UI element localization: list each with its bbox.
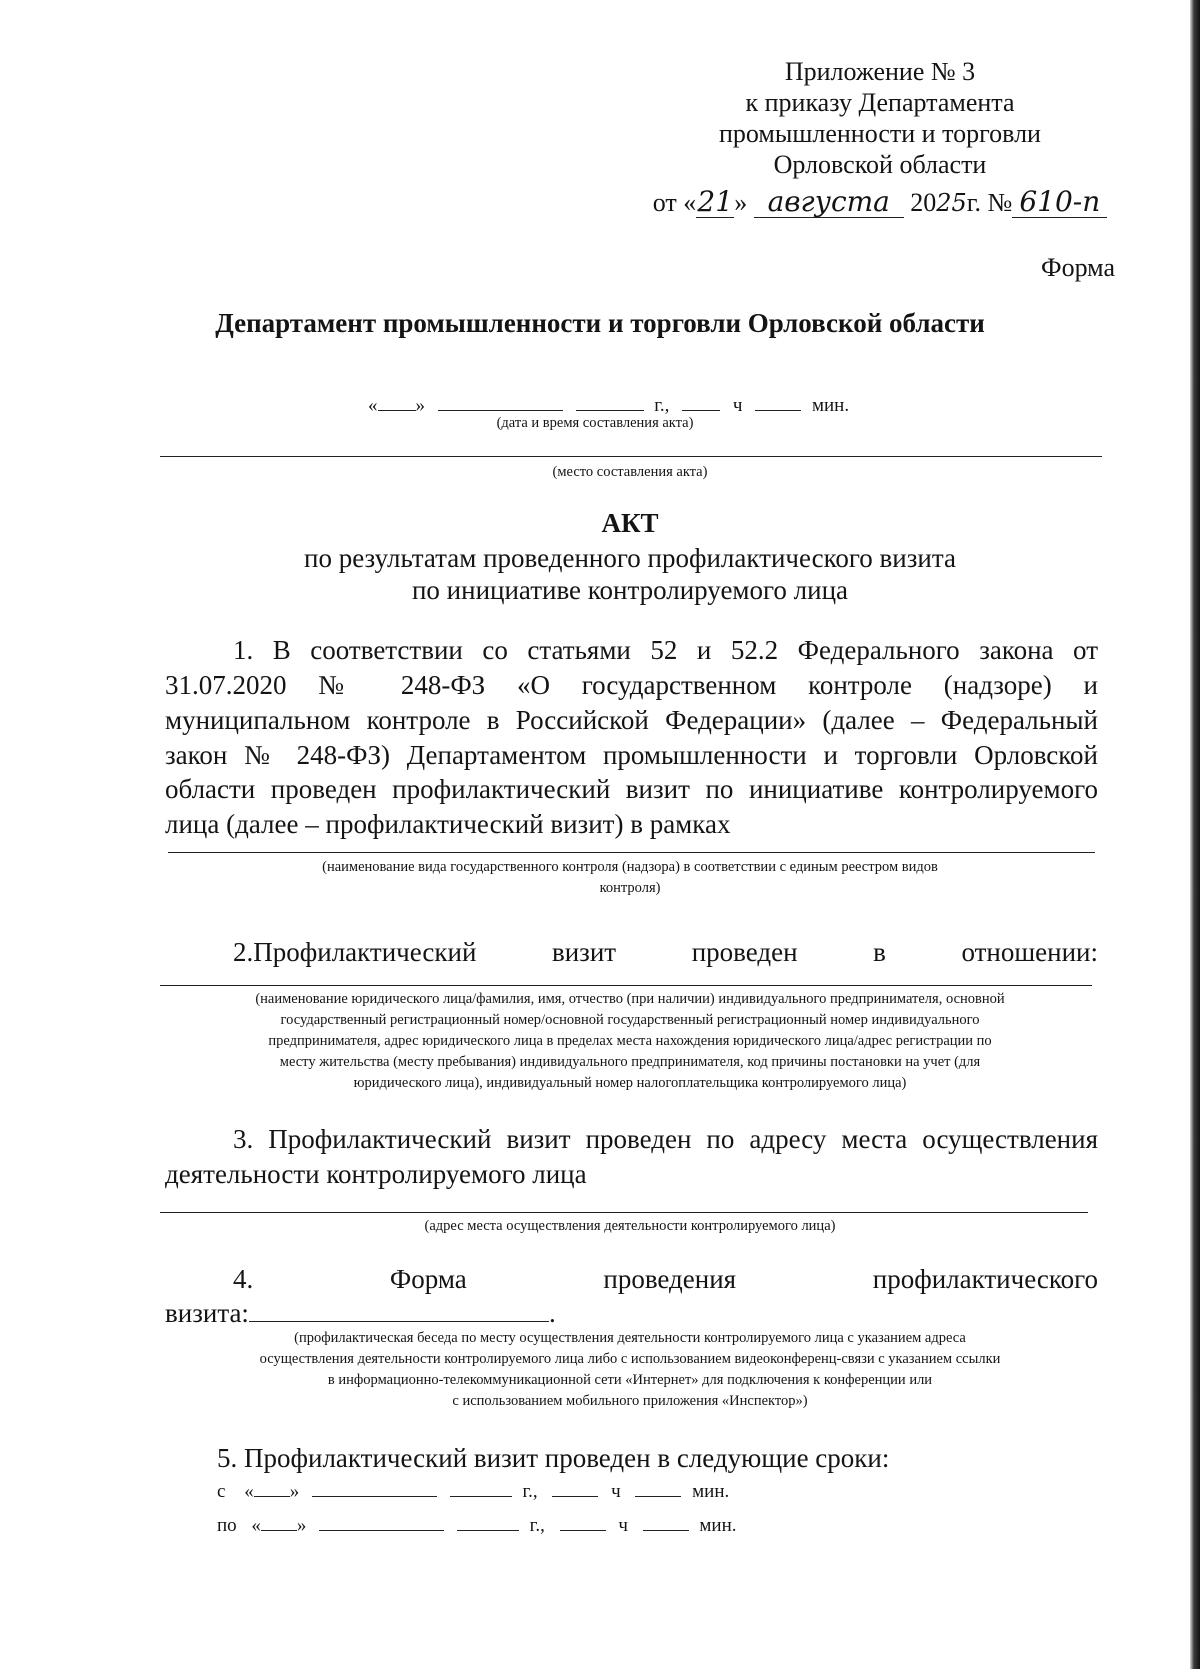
act-title: АКТ: [601, 508, 659, 538]
from-hours-label: ч: [611, 1481, 621, 1502]
year-field[interactable]: [576, 392, 644, 411]
section5-heading: 5. Профилактический визит проведен в следующие сроки:: [217, 1443, 890, 1473]
section2-caption-5: юридического лица), индивидуальный номер налогоплательщика контролируемого лица): [353, 1075, 907, 1091]
to-day-field[interactable]: [261, 1512, 297, 1531]
form-label: Форма: [1041, 253, 1115, 282]
from-minutes-field[interactable]: [635, 1478, 681, 1497]
annex-line-4: Орловской области: [773, 150, 987, 179]
order-line: [640, 186, 1120, 219]
act-subtitle-2: по инициативе контролируемого лица: [411, 575, 849, 605]
day-field[interactable]: [378, 392, 416, 411]
to-year-field[interactable]: [457, 1512, 519, 1531]
section1-line-1: 1. В соответствии со статьями 52 и 52.2 Федерального закона от: [233, 635, 1098, 665]
to-minutes-label: мин.: [699, 1515, 737, 1536]
from-line: [217, 1478, 729, 1503]
section4-caption-2: осуществления деятельности контролируемого лица либо с использованием видеоконференц-связи с указанием ссылки: [259, 1351, 1001, 1367]
section1-line-5: области проведен профилактический визит по инициативе контролируемого: [165, 774, 1098, 804]
act-subtitle-1: по результатам проведенного профилактического визита: [304, 543, 956, 573]
date-quote-open: «: [368, 395, 378, 416]
place-caption: (место составления акта): [552, 464, 708, 480]
section2-caption-2: государственный регистрационный номер/основной государственный регистрационный номер индивидуального: [280, 1012, 980, 1028]
section4-caption-3: в информационно-телекоммуникационной сети «Интернет» для подключения к конференции или: [327, 1372, 933, 1388]
section1-line-4: закон № 248-ФЗ) Департаментом промышленности и торговли Орловской: [165, 740, 1098, 770]
order-year-prefix: 20: [910, 188, 937, 217]
from-hours-field[interactable]: [552, 1478, 598, 1497]
section3-line-2: деятельности контролируемого лица: [165, 1159, 587, 1189]
month-field[interactable]: [438, 392, 563, 411]
section4-line-1: 4. Форма проведения профилактического: [233, 1264, 1098, 1294]
section3-line-1: 3. Профилактический визит проведен по адресу места осуществления: [233, 1124, 1098, 1154]
section3-caption: (адрес места осуществления деятельности контролируемого лица): [424, 1218, 836, 1234]
section4-line-2: [165, 1296, 556, 1331]
section4-caption-1: (профилактическая беседа по месту осуществления деятельности контролируемого лица с указанием адреса: [294, 1330, 966, 1346]
to-year-label: г.,: [529, 1515, 545, 1536]
to-line: [217, 1512, 737, 1537]
department-title: Департамент промышленности и торговли Орловской области: [215, 308, 985, 338]
to-month-field[interactable]: [319, 1512, 444, 1531]
order-year-suffix: 25: [936, 189, 967, 217]
hours-field[interactable]: [682, 392, 720, 411]
order-number: 610-п: [1012, 186, 1107, 218]
order-quote-close: »: [734, 188, 748, 217]
from-year-field[interactable]: [450, 1478, 512, 1497]
annex-line-3: промышленности и торговли: [719, 119, 1041, 148]
control-type-field[interactable]: [168, 852, 1095, 853]
order-day: 21: [697, 185, 734, 218]
scan-edge: [1190, 0, 1200, 1669]
section1-line-6: лица (далее – профилактический визит) в рамках: [165, 809, 731, 839]
visit-form-field[interactable]: [249, 1297, 549, 1322]
date-quote-close: »: [415, 395, 425, 416]
minutes-label: мин.: [811, 395, 850, 416]
place-field[interactable]: [160, 456, 1102, 457]
hours-label: ч: [732, 395, 743, 416]
section2-caption-1: (наименование юридического лица/фамилия, имя, отчество (при наличии) индивидуального предпринимателя, основной: [255, 991, 1005, 1007]
to-quote-close: »: [296, 1515, 307, 1536]
year-suffix: г.,: [654, 395, 670, 416]
section1-caption-2: контроля): [599, 880, 661, 896]
from-quote-close: »: [289, 1481, 300, 1502]
section2-line: 2.Профилактический визит проведен в отношении:: [233, 937, 1098, 967]
to-hours-label: ч: [618, 1515, 628, 1536]
section4-label: визита:: [165, 1298, 249, 1328]
date-caption: (дата и время составления акта): [496, 415, 694, 431]
to-minutes-field[interactable]: [643, 1512, 689, 1531]
to-label: по: [217, 1515, 237, 1536]
from-minutes-label: мин.: [692, 1481, 730, 1502]
order-month: августа: [754, 186, 904, 218]
section2-caption-4: месту жительства (месту пребывания) индивидуального предпринимателя, код причины постановки на учет (для: [279, 1054, 981, 1070]
annex-block: [640, 56, 1120, 219]
from-label: с: [217, 1481, 226, 1502]
from-day-field[interactable]: [254, 1478, 290, 1497]
from-month-field[interactable]: [312, 1478, 437, 1497]
subject-field[interactable]: [160, 985, 1092, 986]
to-hours-field[interactable]: [560, 1512, 606, 1531]
section1-caption-1: (наименование вида государственного контроля (надзора) в соответствии с единым реестром видов: [322, 859, 938, 875]
order-year-g: г. №: [966, 188, 1013, 217]
minutes-field[interactable]: [755, 392, 801, 411]
annex-line-1: Приложение № 3: [784, 57, 976, 86]
address-field[interactable]: [160, 1212, 1088, 1213]
section4-period: .: [548, 1298, 556, 1328]
section4-caption-4: с использованием мобильного приложения «Инспектор»): [452, 1393, 808, 1409]
to-quote-open: «: [251, 1515, 261, 1536]
annex-line-2: к приказу Департамента: [745, 88, 1015, 117]
section2-caption-3: предпринимателя, адрес юридического лица в пределах места нахождения юридического лица/адрес регистрации по: [268, 1033, 992, 1049]
section1-line-3: муниципальном контроле в Российской Федерации» (далее – Федеральный: [165, 705, 1098, 735]
section1-line-2: 31.07.2020 № 248-ФЗ «О государственном контроле (надзоре) и: [165, 670, 1098, 700]
from-year-label: г.,: [522, 1481, 538, 1502]
order-prefix: от «: [652, 188, 697, 217]
from-quote-open: «: [244, 1481, 254, 1502]
